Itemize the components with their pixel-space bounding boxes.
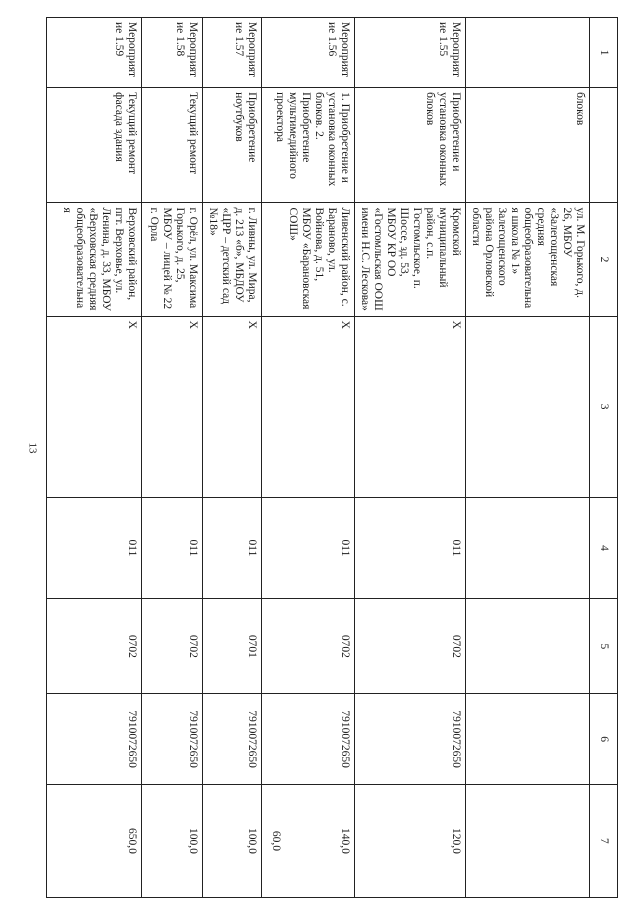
column-4-cell: 011 bbox=[262, 497, 355, 599]
column-4-cell: 011 bbox=[355, 497, 466, 599]
page-number: 13 bbox=[26, 442, 39, 454]
header-cell: 2 bbox=[590, 203, 618, 316]
work-description-cell: Текущий ремонт фасада здания bbox=[47, 88, 142, 203]
amount-cell bbox=[355, 784, 466, 897]
table-row bbox=[355, 18, 466, 898]
column-3-cell: X bbox=[203, 316, 262, 497]
column-4-cell bbox=[466, 497, 590, 599]
amount-value: 120,0 bbox=[450, 827, 462, 854]
amount-value: 60,0 bbox=[270, 830, 282, 851]
column-5-cell: 0702 bbox=[142, 599, 203, 694]
column-3-cell: X bbox=[262, 316, 355, 497]
header-cell: 5 bbox=[590, 599, 618, 694]
event-number-cell: Мероприятие 1.55 bbox=[355, 18, 466, 88]
amount-value: 140,0 bbox=[339, 827, 351, 854]
table-row bbox=[203, 18, 262, 898]
header-cell: 4 bbox=[590, 497, 618, 599]
amount-cell bbox=[47, 784, 142, 897]
event-number-cell: Мероприятие 1.58 bbox=[142, 18, 203, 88]
amount-spacer bbox=[282, 789, 338, 893]
column-4-cell: 011 bbox=[203, 497, 262, 599]
column-3-cell: X bbox=[355, 316, 466, 497]
work-description-cell: блоков bbox=[466, 88, 590, 203]
amount-value: 650,0 bbox=[126, 827, 138, 854]
event-number-cell: Мероприятие 1.57 bbox=[203, 18, 262, 88]
amount-cell bbox=[142, 784, 203, 897]
address-cell: Верховский район, пгт. Верховье, ул. Ленина, д. 33, МБОУ «Верховская средняя общеобразовательная bbox=[47, 203, 142, 316]
column-4-cell: 011 bbox=[142, 497, 203, 599]
column-3-cell: X bbox=[142, 316, 203, 497]
amount-cell bbox=[262, 784, 355, 897]
column-5-cell: 0702 bbox=[47, 599, 142, 694]
column-4-cell: 011 bbox=[47, 497, 142, 599]
header-cell: 7 bbox=[590, 784, 618, 897]
work-description-cell: 1. Приобретение и установка оконных блоков. 2. Приобретение мультимедийного проектора bbox=[262, 88, 355, 203]
address-cell: Кромской муниципальный район, с.п. Гостомльское, п. Шоссе, зд. 53, МБОУ КР ОО «Гостомльская ООШ имени Н.С. Лескова» bbox=[355, 203, 466, 316]
event-number-cell: Мероприятие 1.59 bbox=[47, 18, 142, 88]
table-header-row bbox=[590, 18, 618, 898]
column-5-cell: 0702 bbox=[262, 599, 355, 694]
amount-cell bbox=[466, 784, 590, 897]
table-container bbox=[61, 17, 618, 898]
table-row bbox=[47, 18, 142, 898]
event-number-cell: Мероприятие 1.56 bbox=[262, 18, 355, 88]
column-6-cell: 7910072650 bbox=[262, 694, 355, 784]
address-cell: г. Орёл, ул. Максима Горького, д. 25, МБОУ – лицей № 22 г. Орла bbox=[142, 203, 203, 316]
address-cell: ул. М. Горького, д. 26, МБОУ «Залегощенская средняя общеобразовательная школа № 1» Залегощенского района Орловской области bbox=[466, 203, 590, 316]
column-5-cell: 0702 bbox=[355, 599, 466, 694]
work-description-cell: Текущий ремонт bbox=[142, 88, 203, 203]
table-row bbox=[262, 18, 355, 898]
column-5-cell bbox=[466, 599, 590, 694]
work-description-cell: Приобретение и установка оконных блоков bbox=[355, 88, 466, 203]
column-6-cell: 7910072650 bbox=[355, 694, 466, 784]
column-6-cell bbox=[466, 694, 590, 784]
work-description-cell: Приобретение ноутбуков bbox=[203, 88, 262, 203]
column-3-cell bbox=[466, 316, 590, 497]
column-6-cell: 7910072650 bbox=[142, 694, 203, 784]
column-3-cell: X bbox=[47, 316, 142, 497]
amount-cell bbox=[203, 784, 262, 897]
column-6-cell: 7910072650 bbox=[203, 694, 262, 784]
column-5-cell: 0701 bbox=[203, 599, 262, 694]
address-cell: Ливенский район, с. Бараново, ул. Войнова, д. 51, МБОУ «Барановская СОШ» bbox=[262, 203, 355, 316]
table-row bbox=[142, 18, 203, 898]
amount-value: 100,0 bbox=[246, 827, 258, 854]
address-cell: г. Ливны, ул. Мира, д. 213 «б», МБДОУ «ЦРР – детский сад №18» bbox=[203, 203, 262, 316]
table-row bbox=[466, 18, 590, 898]
event-number-cell bbox=[466, 18, 590, 88]
amount-value: 100,0 bbox=[187, 827, 199, 854]
header-cell: 3 bbox=[590, 316, 618, 497]
column-6-cell: 7910072650 bbox=[47, 694, 142, 784]
header-cell: 1 bbox=[590, 18, 618, 88]
budget-table bbox=[46, 17, 618, 898]
header-cell: 6 bbox=[590, 694, 618, 784]
header-cell bbox=[590, 88, 618, 203]
